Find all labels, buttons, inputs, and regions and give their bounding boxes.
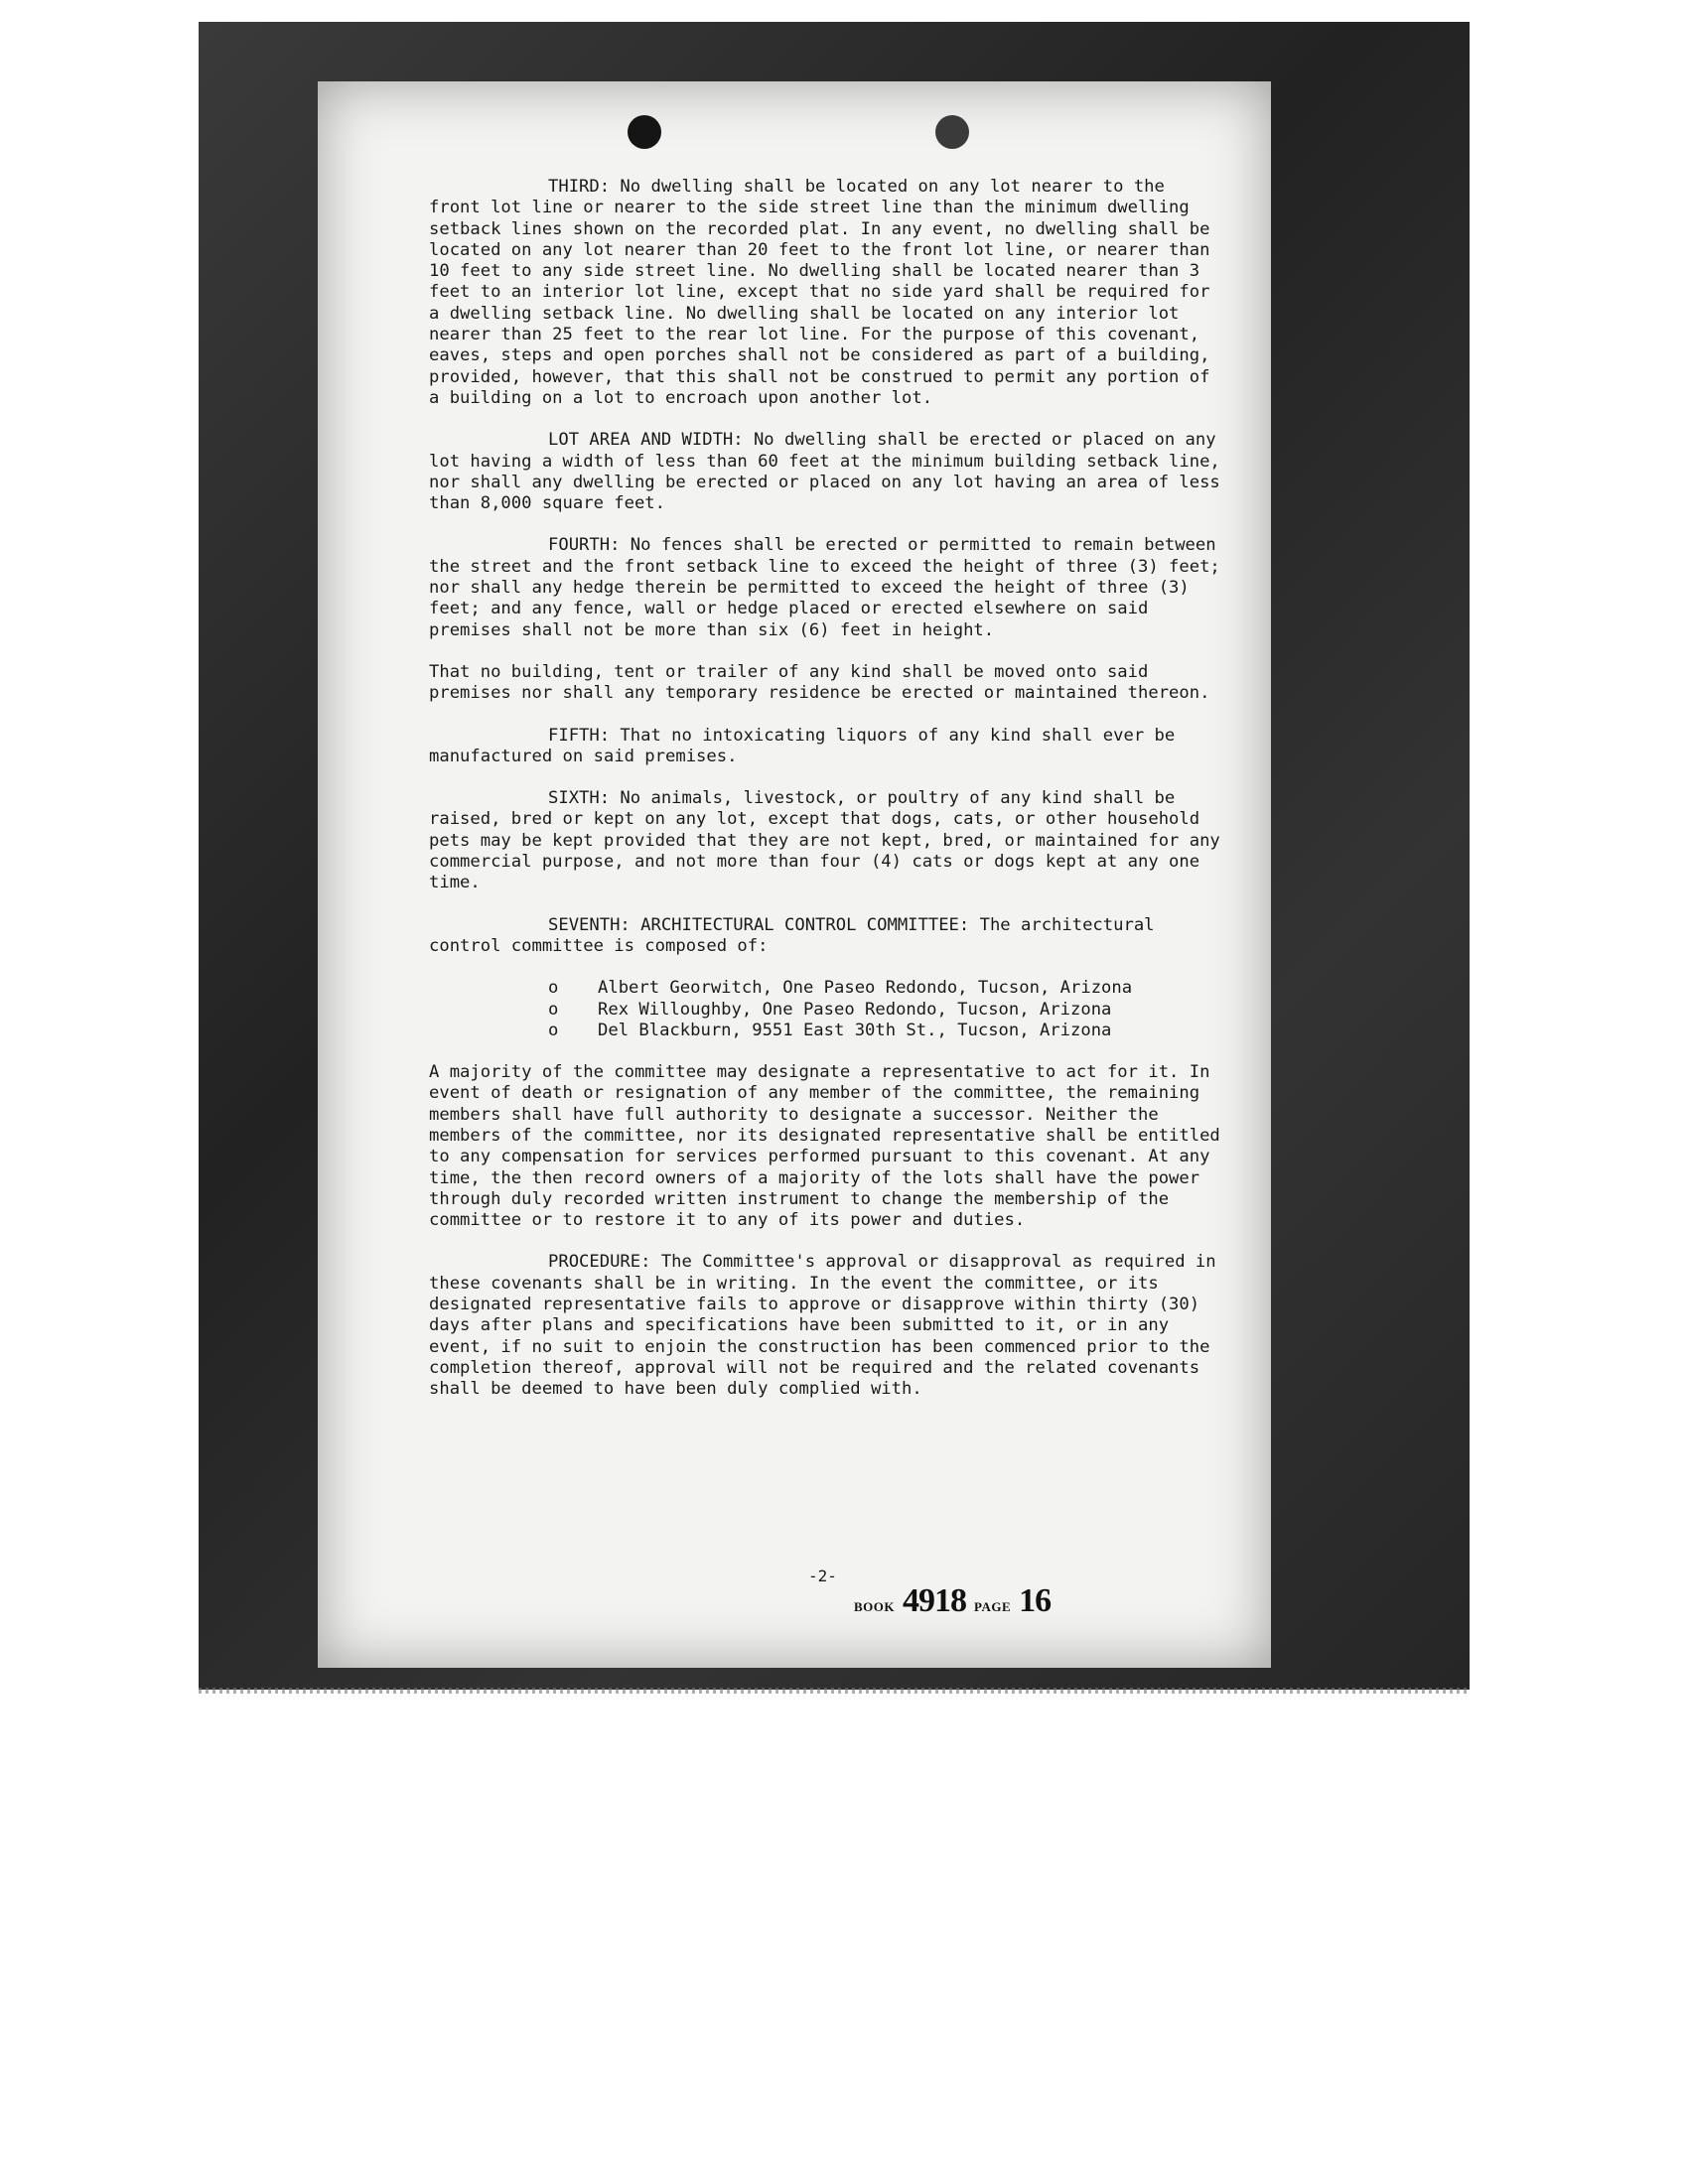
paragraph-seventh: SEVENTH: ARCHITECTURAL CONTROL COMMITTEE: The architectural control committee is composed of: [429, 914, 1155, 956]
punch-hole-left [628, 115, 661, 149]
scan-edge [199, 1688, 1470, 1694]
bullet-marker: o [548, 999, 559, 1020]
bullet-marker: o [548, 978, 559, 999]
page-number: -2- [808, 1567, 837, 1585]
committee-member-text: Albert Georwitch, One Paseo Redondo, Tucson, Arizona [598, 978, 1133, 999]
book-label: BOOK [854, 1599, 896, 1614]
paragraph-fifth: FIFTH: That no intoxicating liquors of any kind shall ever be manufactured on said premises. [429, 725, 1176, 766]
book-page-stamp [854, 1582, 1051, 1620]
page-label: PAGE [974, 1599, 1012, 1614]
punch-hole-right [935, 115, 969, 149]
paragraph-building: That no building, tent or trailer of any kind shall be moved onto said premises nor shall any temporary residence be erected or maintained thereon. [429, 661, 1210, 704]
book-number: 4918 [903, 1582, 967, 1619]
paragraph-sixth: SIXTH: No animals, livestock, or poultry of any kind shall be raised, bred or kept on any lot, except that dogs, cats, or other household pets may be kept provided that they are not kept, bred, or maintained for any commercial purpose, and not more than four (4) cats or dogs kept at any one time. [429, 788, 1220, 893]
committee-member-text: Rex Willoughby, One Paseo Redondo, Tucson, Arizona [598, 999, 1112, 1020]
stamp-page-number: 16 [1019, 1582, 1052, 1619]
committee-member [548, 1021, 1223, 1041]
paragraph-third: THIRD: No dwelling shall be located on any lot nearer to the front lot line or nearer to the side street line than the minimum dwelling setback lines shown on the recorded plat. In any event, no dwelling shall be located on any lot nearer than 20 feet to the front lot line, or nearer than 10 feet to any side street line. No dwelling shall be located nearer than 3 feet to an interior lot line, except that no side yard shall be required for a dwelling setback line. No dwelling shall be located on any interior lot nearer than 25 feet to the rear lot line. For the purpose of this covenant, eaves, steps and open porches shall not be considered as part of a building, provided, however, that this shall not be construed to permit any portion of a building on a lot to encroach upon another lot. [429, 177, 1210, 408]
paragraph-majority: A majority of the committee may designate a representative to act for it. In event of death or resignation of any member of the committee, the remaining members shall have full authority to designate a successor. Neither the members of the committee, nor its designated representative shall be entitled to any compensation for services performed pursuant to this covenant. At any time, the then record owners of a majority of the lots shall have the power through duly recorded written instrument to change the membership of the committee or to restore it to any of its power and duties. [429, 1062, 1220, 1231]
committee-member [548, 978, 1223, 999]
committee-member [548, 1000, 1223, 1021]
document-body [429, 177, 1223, 1422]
paragraph-lot-area: LOT AREA AND WIDTH: No dwelling shall be erected or placed on any lot having a width of less than 60 feet at the minimum building setback line, nor shall any dwelling be erected or placed on any lot having an area of less than 8,000 square feet. [429, 430, 1220, 514]
paragraph-fourth: FOURTH: No fences shall be erected or permitted to remain between the street and the front setback line to exceed the height of three (3) feet; nor shall any hedge therein be permitted to exceed the height of three (3) feet; and any fence, wall or hedge placed or erected elsewhere on said premises shall not be more than six (6) feet in height. [429, 535, 1220, 640]
committee-member-list [548, 978, 1223, 1041]
bullet-marker: o [548, 1020, 559, 1040]
paragraph-procedure: PROCEDURE: The Committee's approval or disapproval as required in these covenants shall be in writing. In the event the committee, or its designated representative fails to approve or disapprove within thirty (30) days after plans and specifications have been submitted to it, or in any event, if no suit to enjoin the construction has been commenced prior to the completion thereof, approval will not be required and the related covenants shall be deemed to have been duly complied with. [429, 1252, 1216, 1400]
committee-member-text: Del Blackburn, 9551 East 30th St., Tucson, Arizona [598, 1020, 1112, 1040]
